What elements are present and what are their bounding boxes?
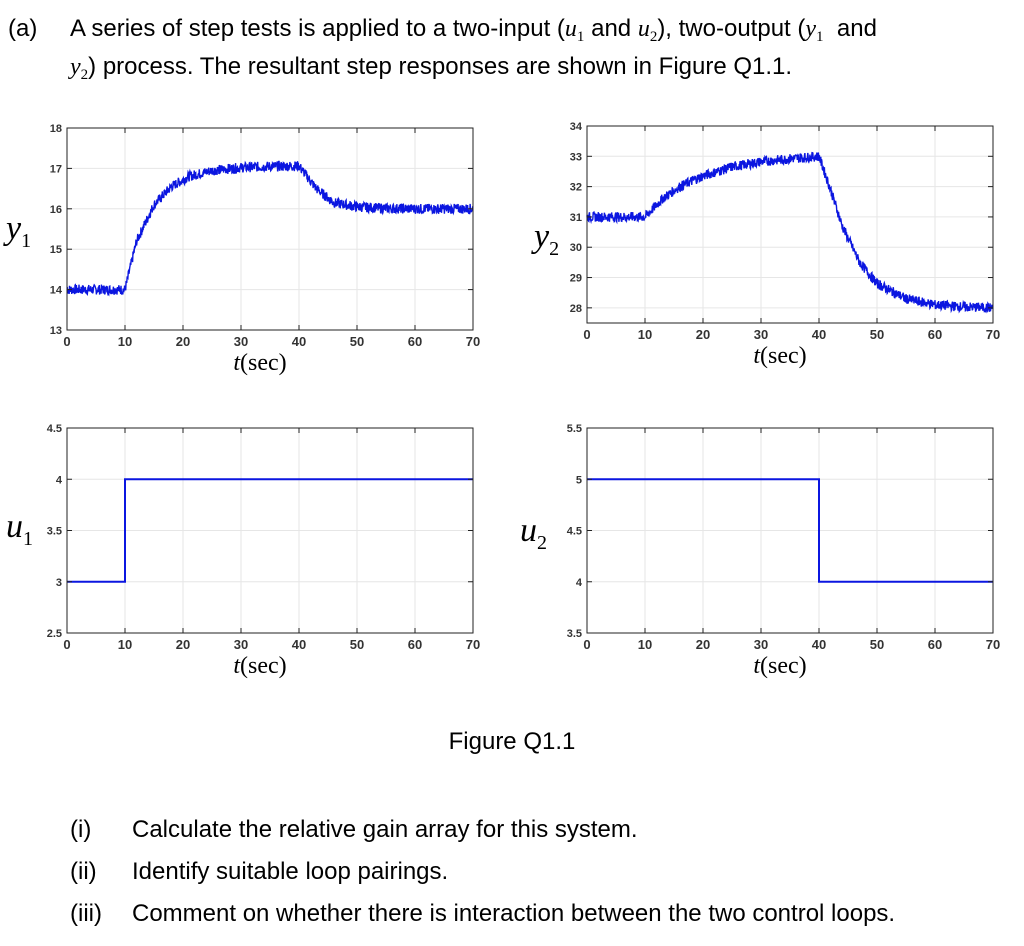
intro-line-1 [70,14,877,52]
question-ii [70,858,448,886]
y-tick-label: 17 [49,163,62,176]
x-tick-label: 70 [985,327,1001,342]
input-symbol-1: $u_1$ [564,16,585,45]
intro-text-1: A series of step tests is applied to a two-input ( [70,15,565,42]
y-tick-label: 4 [55,474,62,487]
x-tick-label: 10 [637,327,653,342]
x-axis-label: t(sec) [753,343,807,369]
x-tick-label: 50 [869,637,885,652]
y-tick-label: 30 [569,242,582,255]
question-iii [70,900,895,928]
figure-caption: Figure Q1.1 [448,728,576,755]
plot-u1-input [0,420,500,680]
question-i [70,816,638,844]
x-tick-label: 0 [583,637,591,652]
x-tick-label: 60 [927,327,943,342]
x-tick-label: 0 [583,327,591,342]
y-tick-label: 4.5 [566,525,582,538]
x-tick-label: 50 [349,637,365,652]
y-tick-label: 5.5 [566,423,582,435]
x-tick-label: 70 [465,334,481,349]
x-tick-label: 0 [63,334,71,349]
intro-and-1: and [584,15,638,42]
intro-text-3: ) process. The resultant step responses are shown in Figure Q1.1. [88,53,793,80]
plot-y2-response [520,118,1024,390]
output-symbol-2: $y_2$ [70,54,89,83]
x-tick-label: 30 [233,637,249,652]
x-tick-label: 40 [291,637,307,652]
plot-y1-axis-symbol: $y_1$ [6,210,32,252]
y-tick-label: 5 [575,474,582,487]
x-tick-label: 70 [985,637,1001,652]
plot-u1-axis-symbol: $u_1$ [6,508,33,550]
y-tick-label: 33 [569,151,582,164]
y-tick-label: 29 [569,272,582,285]
intro-and-2: and [836,15,877,42]
x-tick-label: 30 [233,334,249,349]
y-tick-label: 18 [49,123,62,135]
y-tick-label: 16 [49,203,62,216]
intro-line-2 [70,52,792,90]
y-tick-label: 2.5 [46,628,62,640]
x-tick-label: 40 [811,637,827,652]
y-tick-label: 13 [49,325,62,337]
x-axis-label: t(sec) [233,653,287,679]
plot-u2-axis-symbol: $u_2$ [520,512,547,554]
input-symbol-2: $u_2$ [637,16,658,45]
question-text: Comment on whether there is interaction between the two control loops. [132,900,896,927]
y-tick-label: 3.5 [46,525,62,538]
series-line [587,152,993,312]
question-number: (i) [70,816,92,843]
x-tick-label: 30 [753,327,769,342]
x-tick-label: 60 [927,637,943,652]
x-tick-label: 0 [63,637,71,652]
x-tick-label: 20 [175,637,191,652]
y-tick-label: 32 [569,181,582,194]
plot-y2-axis-symbol: $y_2$ [534,218,560,260]
x-tick-label: 50 [349,334,365,349]
y-tick-label: 31 [569,211,582,224]
x-tick-label: 60 [407,334,423,349]
x-tick-label: 20 [695,327,711,342]
x-tick-label: 60 [407,637,423,652]
y-tick-label: 4 [575,576,582,589]
x-tick-label: 20 [175,334,191,349]
plot-frame [67,128,473,330]
output-symbol-1: $y_1$ [805,16,824,45]
y-tick-label: 34 [569,121,582,133]
y-tick-label: 3 [55,576,62,589]
x-tick-label: 50 [869,327,885,342]
x-axis-label: t(sec) [233,350,287,376]
x-tick-label: 20 [695,637,711,652]
y-tick-label: 28 [569,302,582,315]
x-tick-label: 70 [465,637,481,652]
series-line [67,161,473,294]
intro-label: (a) [8,15,38,42]
x-tick-label: 10 [117,637,133,652]
intro-text-2: ), two-output ( [657,15,806,42]
y-tick-label: 15 [49,244,62,257]
x-tick-label: 40 [291,334,307,349]
question-text: Calculate the relative gain array for this system. [132,816,638,843]
plot-u2-input [520,420,1024,680]
y-tick-label: 4.5 [46,423,62,435]
question-number: (iii) [70,900,102,927]
question-number: (ii) [70,858,97,885]
x-tick-label: 10 [637,637,653,652]
y-tick-label: 3.5 [566,628,582,640]
question-text: Identify suitable loop pairings. [132,858,449,885]
x-tick-label: 40 [811,327,827,342]
x-axis-label: t(sec) [753,653,807,679]
x-tick-label: 30 [753,637,769,652]
x-tick-label: 10 [117,334,133,349]
plot-y1-response [0,120,500,390]
y-tick-label: 14 [49,284,62,297]
